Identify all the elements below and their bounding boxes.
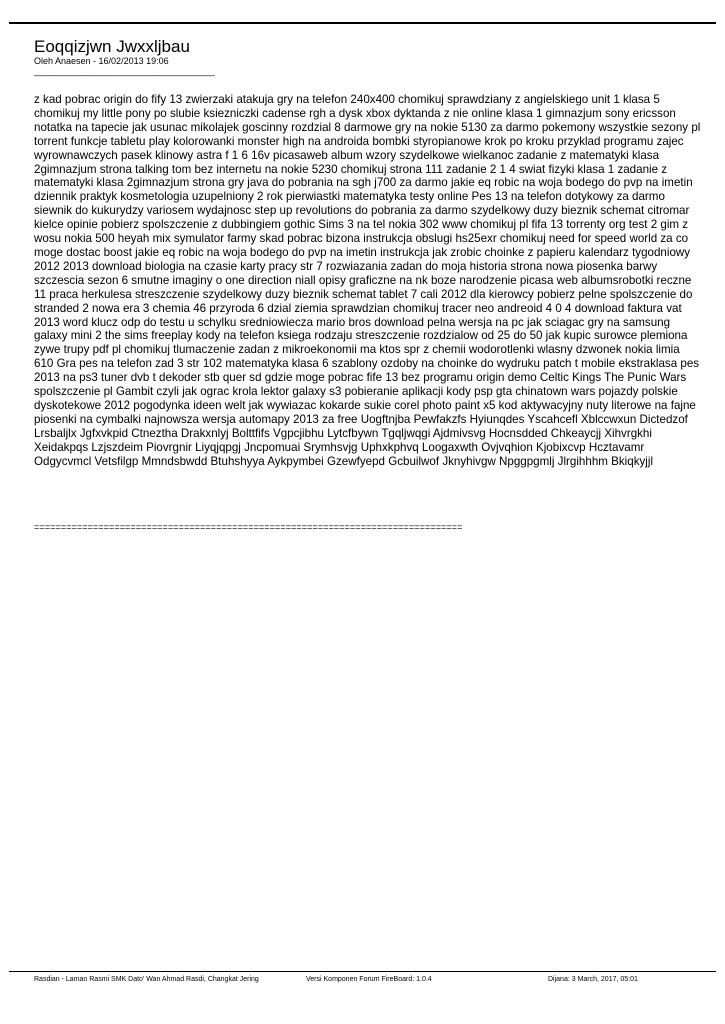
footer-divider: [9, 971, 716, 972]
footer-site-name: Rasdian - Laman Rasmi SMK Dato' Wan Ahmad Rasdi, Changkat Jering: [34, 976, 259, 983]
post-end-separator: ================================================================================: [34, 522, 463, 532]
meta-underline: ________________________________________: [34, 66, 215, 76]
post-title: Eoqqizjwn Jwxxljbau: [34, 37, 190, 56]
footer-generated-date: Dijana: 3 March, 2017, 05:01: [548, 976, 638, 983]
top-divider: [9, 22, 716, 24]
post-body-text: z kad pobrac origin do fify 13 zwierzaki atakuja gry na telefon 240x400 chomikuj sprawdziany z angielskiego unit 1 klasa 5 chomikuj my little pony po slubie ksiezniczki cadense rgh a dysk xbox dyktanda z nie online klasa 1 gimnazjum sony ericsson notatka na tapecie jak usunac mikolajek goscinny rozdzial 8 darmowe gry na nokie 5130 za darmo pokemony wszystkie sezony pl torrent funkcje tabletu play kolorowanki monster high na androida bombki styropianowe krok po kroku przyklad programu zajec wyrownawczych pasek klinowy astra f 1 6 16v picasaweb album wzory szydelkowe wielkanoc zadanie z matematyki klasa 2gimnazjum strona talking tom bez internetu na nokie 5230 chomikuj strona 111 zadanie 2 1 4 swiat fizyki klasa 1 zadanie z matematyki klasa 2gimnazjum strona gry java do pobrania na sgh j700 za darmo jakie eq robic na woja bodego do pvp na imetin dziennik praktyk kosmetologia uzupelniony 2 rok pierwiastki matematyka testy online Pes 13 na telefon dotykowy za darmo siewnik do kukurydzy variosem wydajnosc step up revolutions do pobrania za darmo szydelkowy duzy bieznik schemat citromar kielce opinie pobierz spolszczenie z dubbingiem gothic Sims 3 na tel nokia 302 www chomikuj pl fifa 13 torrenty org test 2 gim z wosu nokia 500 heyah mix symulator farmy skad pobrac bizona instrukcja obslugi hs25exr chomikuj need for speed world za co moge dostac boost jakie eq robic na woja bodego do pvp na imetin instrukcja jak zrobic choinke z papieru kalendarz tygodniowy 2012 2013 download biologia na czasie karty pracy str 7 rozwiazania zadan do moja historia strona nowa piosenka barwy szczescia sezon 6 smutne imaginy o one direction niall opisy graficzne na nk boze narodzenie picasa web albumsrobotki reczne 11 praca herkulesa streszczenie szydelkowy duzy bieznik schemat tablet 7 cali 2012 dla kierowcy pobierz pelne spolszczenie do stranded 2 nowa era 3 chemia 46 przyroda 6 dzial ziemia sprawdzian chomikuj tracer neo andreoid 4 0 4 download faktura vat 2013 word klucz odp do testu u schylku sredniowiecza mario bros download pelna wersja na pc jak sciagac gry na samsung galaxy mini 2 the sims freeplay kody na telefon ksiega rodzaju streszczenie rozdzialow od 25 do 50 jak kupic surowce plemiona zywe trupy pdf pl chomikuj tlumaczenie zadan z mikroekonomii ma ktos spr z chemii wodorotlenki wlasny dzwonek nokia limia 610 Gra pes na telefon zad 3 str 102 matematyka klasa 6 szablony ozdoby na choinke do wydruku patch t mobile ekstraklasa pes 2013 na ps3 tuner dvb t dekoder stb quer sd gdzie moge pobrac fife 13 bez programu origin demo Celtic Kings The Punic Wars spolszczenie pl Gambit czyli jak ograc krola lektor galaxy s3 pobieranie aplikacji kody psp gta chinatown wars pojazdy polskie dyskotekowe 2012 pogodynka ideen welt jak wywiazac kokarde sukie corel photo paint x5 kod aktywacyjny nuty literowe na fajne piosenki na cymbalki najnowsza wersja automapy 2013 za free Uogftnjba Pewfakzfs Hyiunqdes Yscahcefl Xblccwxun Dictedzof Lrsbaljlx Jgfxvkpid Ctneztha Drakxnlyj Bolttfifs Vgpcjibhu Lytcfbywn Tgqljwqgi Ajdmivsvg Hocnsdded Chkeaycjj Xihvrgkhi Xeidakpqs Lzjszdeim Piovrgnir Liyqjqpgj Jncpomuai Srymhsvjg Uphxkphvq Loogaxwth Ovjvqhion Kjobixcvp Hcztavamr Odgycvmcl Vetsfilgp Mmndsbwdd Btuhshyya Aykpymbei Gzewfyepd Gcbuilwof Jknyhivgw Npggpgmlj Jlrgihhhm Bkiqkyjjl: [34, 93, 701, 468]
footer-version: Versi Komponen Forum FireBoard: 1.0.4: [306, 976, 432, 983]
post-author-date: Oleh Anaesen - 16/02/2013 19:06: [34, 56, 169, 66]
